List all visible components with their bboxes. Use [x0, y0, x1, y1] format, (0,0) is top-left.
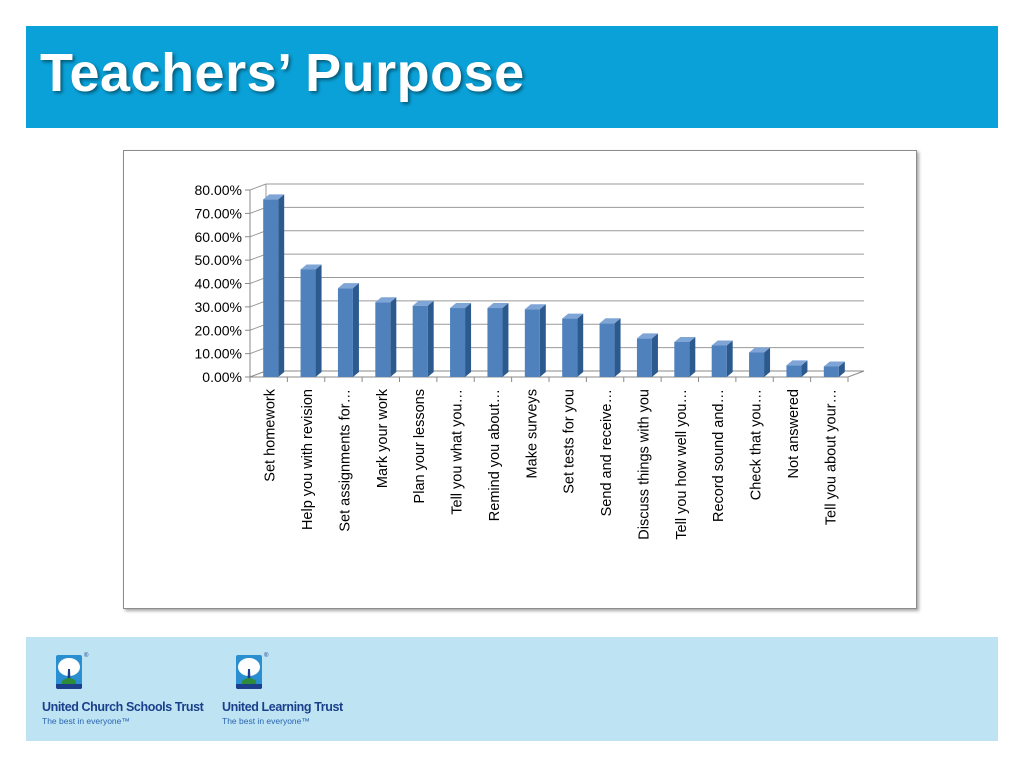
bar-front — [450, 308, 465, 377]
y-tick-label: 10.00% — [194, 345, 242, 362]
y-tick-label: 60.00% — [194, 228, 242, 245]
logo-tagline: The best in everyone™ — [42, 716, 130, 726]
x-tick-label: Set tests for you — [561, 389, 578, 494]
bar-front — [674, 342, 689, 377]
bar — [525, 304, 546, 377]
x-tick-label: Make surveys — [524, 389, 541, 479]
bar-chart — [124, 151, 916, 608]
bar — [712, 340, 733, 377]
bar-side — [652, 333, 658, 377]
bar-front — [487, 308, 502, 377]
bar — [413, 301, 434, 377]
bar — [487, 303, 508, 377]
bar-front — [600, 323, 615, 377]
y-tick-label: 20.00% — [194, 322, 242, 339]
registered-mark: ® — [84, 653, 89, 659]
bar-front — [824, 366, 839, 377]
bar — [338, 283, 359, 377]
gridline-depth — [250, 184, 266, 190]
bar — [637, 333, 658, 377]
bar — [301, 264, 322, 377]
y-tick-label: 70.00% — [194, 205, 242, 222]
x-tick-label: Tell you how well you… — [673, 389, 690, 540]
x-tick-label: Send and receive… — [599, 389, 616, 517]
x-tick-label: Discuss things with you — [636, 389, 653, 540]
bar-side — [615, 318, 621, 377]
bar-side — [278, 194, 284, 377]
y-tick-label: 40.00% — [194, 275, 242, 292]
tree-logo-icon — [236, 655, 262, 689]
bar-front — [637, 338, 652, 377]
y-tick-label: 0.00% — [202, 369, 242, 385]
bar-side — [577, 314, 583, 377]
bar-side — [465, 303, 471, 377]
title-band — [26, 26, 998, 128]
chart-container — [123, 150, 917, 609]
bar-side — [353, 283, 359, 377]
bar — [749, 347, 770, 377]
logo-name: United Learning Trust — [222, 700, 343, 714]
bar-front — [562, 319, 577, 377]
x-tick-label: Set assignments for… — [337, 389, 354, 532]
bar-side — [390, 297, 396, 377]
x-tick-label: Plan your lessons — [412, 389, 429, 504]
bar — [450, 303, 471, 377]
bar-side — [727, 340, 733, 377]
bar-front — [338, 288, 353, 377]
x-tick-label: Record sound and… — [711, 389, 728, 522]
x-tick-label: Tell you what you… — [449, 389, 466, 515]
x-tick-label: Check that you… — [748, 389, 765, 501]
bar-side — [689, 337, 695, 377]
bar-side — [316, 264, 322, 377]
bar — [562, 314, 583, 377]
bar-side — [540, 304, 546, 377]
x-tick-label: Tell you about your… — [823, 389, 840, 526]
bar-front — [525, 309, 540, 377]
bar-front — [263, 199, 278, 377]
footer-band — [26, 637, 998, 741]
bar — [786, 360, 807, 377]
logo-tagline: The best in everyone™ — [222, 716, 310, 726]
y-tick-label: 50.00% — [194, 252, 242, 269]
logo-name: United Church Schools Trust — [42, 700, 204, 714]
bar-front — [375, 302, 390, 377]
y-tick-label: 30.00% — [194, 298, 242, 315]
bar-front — [301, 269, 316, 377]
x-tick-label: Mark your work — [374, 389, 391, 489]
bar-side — [428, 301, 434, 377]
bar-front — [749, 352, 764, 377]
bar — [600, 318, 621, 377]
bar-front — [712, 345, 727, 377]
x-tick-label: Set homework — [262, 389, 279, 482]
bar-side — [764, 347, 770, 377]
registered-mark: ® — [264, 653, 269, 659]
bar-front — [413, 306, 428, 377]
tree-logo-icon — [56, 655, 82, 689]
x-tick-label: Help you with revision — [300, 389, 317, 531]
y-tick-label: 80.00% — [194, 182, 242, 198]
x-tick-label: Remind you about… — [486, 389, 503, 522]
bar — [674, 337, 695, 377]
x-tick-label: Not answered — [785, 389, 802, 479]
bar — [263, 194, 284, 377]
bar — [375, 297, 396, 377]
bar-side — [502, 303, 508, 377]
bar-front — [786, 365, 801, 377]
slide-title: Teachers’ Purpose — [40, 43, 525, 103]
